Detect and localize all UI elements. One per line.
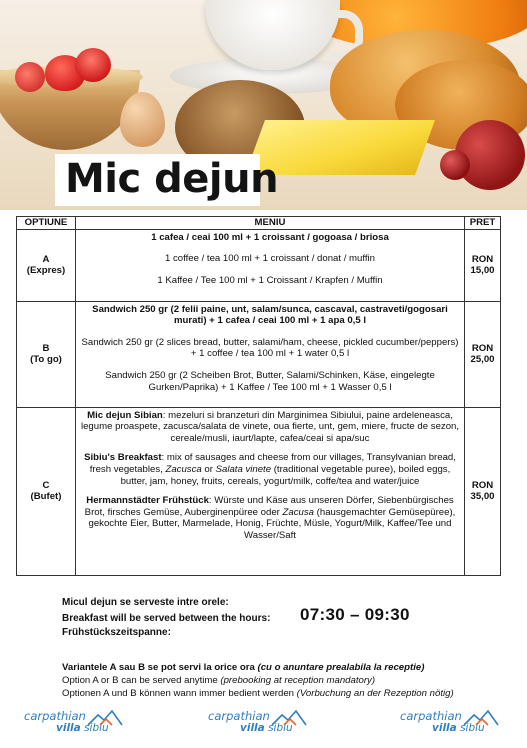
menu-paragraph-italic: Zacusca <box>165 463 202 475</box>
price-currency: RON <box>471 342 494 354</box>
variant-note: (cu o anuntare prealabila la receptie) <box>257 662 425 673</box>
carpathian-villa-logo <box>24 705 124 743</box>
option-cell <box>17 229 76 301</box>
variant-note: (prebooking at reception mandatory) <box>220 675 376 686</box>
menu-paragraph-en <box>79 452 461 487</box>
schedule-label-en: Breakfast will be served between the hours: <box>62 613 271 624</box>
price-currency: RON <box>471 479 494 491</box>
logo-word-villa: villa <box>240 722 265 734</box>
menu-paragraph-italic: Salata vinete <box>215 463 272 475</box>
menu-line-ro: 1 cafea / ceai 100 ml + 1 croissant / gogoasa / briosa <box>151 231 389 243</box>
menu-paragraph-title: Sibiu's Breakfast <box>84 452 162 464</box>
logo-text-line2 <box>240 722 293 734</box>
logo-word-sibiu: sibiu <box>80 722 109 734</box>
price-value: 35,00 <box>470 491 495 503</box>
menu-cell <box>76 407 465 575</box>
variant-text: Option A or B can be served anytime <box>62 675 221 686</box>
variant-note-ro <box>62 662 424 673</box>
variant-text: Variantele A sau B se pot servi la orice ora <box>62 662 258 673</box>
logo-text-line1: carpathian <box>400 709 462 723</box>
strawberry-image <box>75 48 111 82</box>
option-subtitle: (Expres) <box>26 265 66 277</box>
menu-line-en: 1 coffee / tea 100 ml + 1 croissant / donat / muffin <box>164 253 376 265</box>
option-letter: B <box>42 342 50 354</box>
egg-image <box>120 92 165 147</box>
menu-line-ro: Sandwich 250 gr (2 felii paine, unt, salam/sunca, cascaval, castraveti/gogosari murati) + 1 cafea / ceai 100 ml + 1 apa 0,5 l <box>92 303 448 327</box>
breakfast-menu-table <box>16 216 501 576</box>
schedule-time: 07:30 – 09:30 <box>300 605 410 624</box>
price-cell <box>465 229 501 301</box>
price-value: 15,00 <box>470 265 495 277</box>
grape-image <box>440 150 470 180</box>
menu-paragraph-text: or <box>201 463 216 475</box>
column-header-price: PRET <box>465 217 501 230</box>
menu-paragraph-title: Hermannstädter Frühstück <box>86 495 209 507</box>
menu-paragraph-text: : mix of sausages and cheese from our villages, Transylvanian bread, fresh vegetables, <box>89 452 456 475</box>
schedule-label-ro: Micul dejun se serveste intre orele: <box>62 597 229 608</box>
schedule-label-de: Frühstückszeitspanne: <box>62 627 171 638</box>
logo-text-line1: carpathian <box>208 709 270 723</box>
price-value: 25,00 <box>470 354 495 366</box>
table-row <box>17 407 501 575</box>
variant-text: Optionen A und B können wann immer bedient werden <box>62 688 297 699</box>
page-title: Mic dejun <box>65 156 279 202</box>
logo-word-sibiu: sibiu <box>264 722 293 734</box>
menu-paragraph-text: (hausgemachter Gemüsepüree), gekochte Eier, Butter, Marmelade, Honig, Früchte, Müsle, Yogurt/Milk, Kaffee/Tee und Wasser/Saft <box>88 506 456 541</box>
variant-note: (Vorbuchung an der Rezeption nötig) <box>296 688 454 699</box>
price-cell <box>465 301 501 407</box>
logo-text-line2 <box>432 722 485 734</box>
variant-note-de <box>62 688 454 699</box>
option-subtitle: (Bufet) <box>30 491 62 503</box>
menu-paragraph-text: (traditional vegetable puree), boiled eggs, butter, jam, honey, fruits, cereals, yogurt/milk, coffe/tea and water/juice <box>120 463 451 487</box>
option-letter: A <box>42 253 50 265</box>
menu-paragraph-ro <box>79 410 461 445</box>
menu-paragraph-title: Mic dejun Sibian <box>87 409 163 421</box>
option-letter: C <box>42 479 50 491</box>
logo-text-line1: carpathian <box>24 709 86 723</box>
menu-line-de: 1 Kaffee / Tee 100 ml + 1 Croissant / Krapfen / Muffin <box>157 274 383 286</box>
strawberry-image <box>15 62 45 92</box>
column-header-menu: MENIU <box>76 217 465 230</box>
menu-paragraph-de <box>79 495 461 541</box>
logo-word-villa: villa <box>432 722 457 734</box>
menu-line-en: Sandwich 250 gr (2 slices bread, butter, salami/ham, cheese, pickled cucumber/peppers) + 1 coffee / tea 100 ml + 1 water 0,5 l <box>81 336 459 360</box>
logo-word-sibiu: sibiu <box>456 722 485 734</box>
table-header-row <box>17 217 501 230</box>
price-cell <box>465 407 501 575</box>
logo-text-line2 <box>56 722 109 734</box>
carpathian-villa-logo <box>208 705 308 743</box>
menu-paragraph-text: : Würste und Käse aus unseren Dörfer, Siebenbürgisches Brot, firsches Gemüse, Auberginenpüree oder <box>84 495 454 518</box>
column-header-option: OPTIUNE <box>17 217 76 230</box>
option-cell <box>17 407 76 575</box>
option-cell <box>17 301 76 407</box>
menu-line-de: Sandwich 250 gr (2 Scheiben Brot, Butter, Salami/Schinken, Käse, eingelegte Gurken/Paprika) + 1 Kaffee / Tee 100 ml + 1 Wasser 0,5 l <box>105 369 435 393</box>
menu-cell <box>76 301 465 407</box>
table-row <box>17 229 501 301</box>
table-row <box>17 301 501 407</box>
menu-paragraph-text: : mezeluri si branzeturi din Marginimea Sibiului, paine ardeleneasca, legume proaspete, zacusca/salata de vinete, oua fierte, unt, gem, miere, fructe de sezon, cereale/musli, iaurt/lapte, cafea/ceai si apa/suc <box>80 409 460 444</box>
title-box <box>55 154 279 206</box>
logo-word-villa: villa <box>56 722 81 734</box>
variant-note-en <box>62 675 375 686</box>
option-subtitle: (To go) <box>30 354 62 366</box>
price-currency: RON <box>471 253 494 265</box>
menu-cell <box>76 229 465 301</box>
menu-paragraph-italic: Zacusa <box>282 506 314 518</box>
carpathian-villa-logo <box>400 705 500 743</box>
